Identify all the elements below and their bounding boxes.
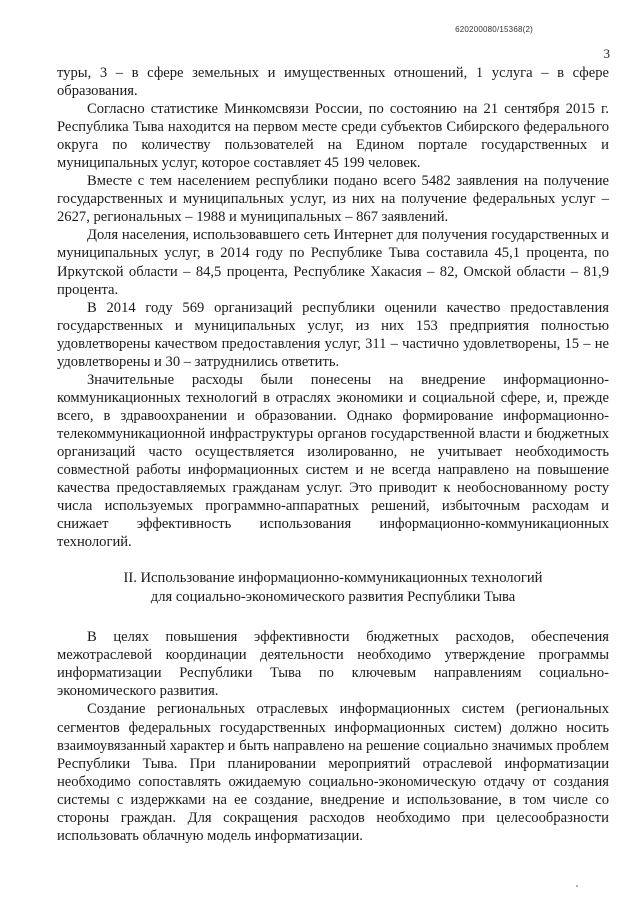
- paragraph-statistics: Согласно статистике Минкомсвязи России, по состоянию на 21 сентября 2015 г. Республика Тыва находится на первом месте среди субъектов Сибирского федерального округа по количеству пользователей на Едином портале государственных и муниципальных услуг, которое составляет 45 199 человек.: [57, 101, 609, 172]
- paragraph-budget-efficiency: В целях повышения эффективности бюджетных расходов, обеспечения межотраслевой координации деятельности необходимо утверждение программы информатизации Республики Тыва по ключевым направлениям социально-экономического развития.: [57, 629, 609, 700]
- paragraph-applications: Вместе с тем населением республики подано всего 5482 заявления на получение государственных и муниципальных услуг, из них на получение федеральных услуг – 2627, региональных – 1988 и муниципальных – 867 заявлений.: [57, 173, 609, 226]
- page-number: 3: [603, 46, 610, 61]
- document-id: 620200080/15368(2): [455, 25, 533, 34]
- section-heading-line2: для социально-экономического развития Республики Тыва: [150, 588, 516, 605]
- paragraph-internet-share: Доля населения, использовавшего сеть Интернет для получения государственных и муниципальных услуг, в 2014 году по Республике Тыва составила 45,1 процента, по Иркутской области – 84,5 процента, Республике Хакасия – 82, Омской области – 81,9 процента.: [57, 227, 609, 298]
- paragraph-continuation: туры, 3 – в сфере земельных и имущественных отношений, 1 услуга – в сфере образования.: [57, 65, 609, 100]
- scan-speck: [576, 885, 578, 887]
- paragraph-regional-systems: Создание региональных отраслевых информационных систем (региональных сегментов федеральных государственных информационных систем) должно носить взаимоувязанный характер и быть направлено на решение социально значимых проблем Республики Тыва. При планировании мероприятий отраслевой информатизации необходимо сопоставлять ожидаемую социально-экономическую отдачу от создания системы с издержками на ее создание, внедрение и использование, в том числе со стороны граждан. Для сокращения расходов необходимо при целесообразности использовать облачную модель информатизации.: [57, 701, 609, 844]
- document-body: [57, 64, 609, 845]
- section-heading: [57, 569, 609, 606]
- section-heading-line1: II. Использование информационно-коммуникационных технологий: [123, 570, 543, 587]
- paragraph-expenses: Значительные расходы были понесены на внедрение информационно-коммуникационных технологий в отраслях экономики и социальной сфере, и, прежде всего, в здравоохранении и образовании. Однако формирование информационно-телекоммуникационной инфраструктуры органов государственной власти и бюджетных организаций часто осуществляется изолированно, не учитывает необходимость совместной работы информационных систем и не всегда направлено на повышение качества предоставляемых гражданам услуг. Это приводит к необоснованному росту числа используемых программно-аппаратных решений, избыточным расходам и снижает эффективность использования информационно-коммуникационных технологий.: [57, 371, 609, 551]
- paragraph-organizations: В 2014 году 569 организаций республики оценили качество предоставления государственных и муниципальных услуг, из них 153 предприятия полностью удовлетворены качеством предоставления услуг, 311 – частично удовлетворены, 15 – не удовлетворены и 30 – затруднились ответить.: [57, 299, 609, 370]
